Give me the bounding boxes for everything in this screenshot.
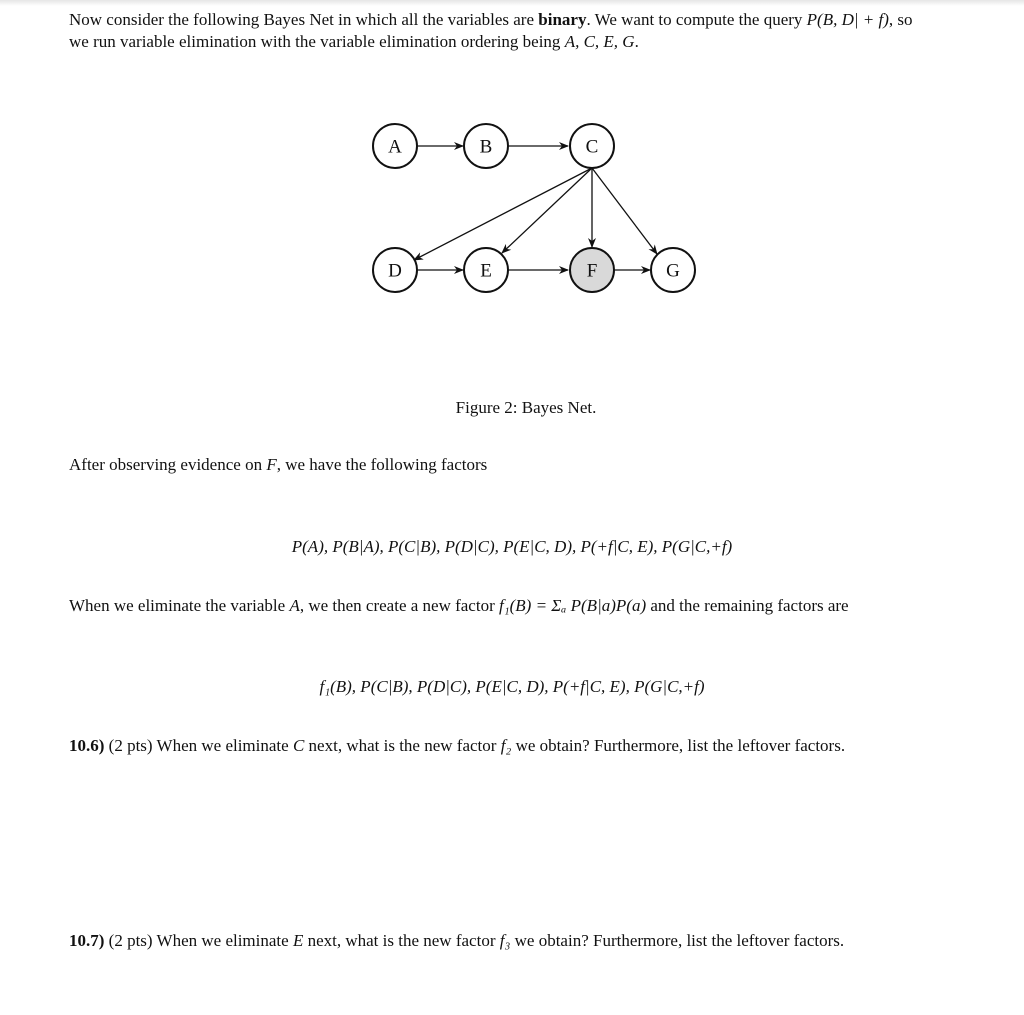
node-b-label: B (479, 136, 493, 158)
evidence-text: After observing evidence on (69, 455, 267, 474)
question-variable: E (292, 931, 304, 950)
question-label: 10.7) (69, 931, 105, 950)
eliminated-variable: A (289, 596, 300, 615)
intro-bold-word: binary (538, 10, 587, 29)
figure-caption: Figure 2: Bayes Net. (455, 398, 597, 417)
intro-text-3: , so (888, 10, 913, 29)
edge-c-g (592, 168, 657, 254)
question-factor: f₃ (499, 931, 511, 950)
question-variable: C (292, 736, 305, 755)
question-label: 10.6) (69, 736, 105, 755)
eliminate-text: When we eliminate the variable (69, 596, 290, 615)
node-f-label: F (586, 260, 598, 282)
query-expression: P(B, D| + f) (806, 10, 889, 29)
intro-text: Now consider the following Bayes Net in which all the variables are (69, 10, 539, 29)
eliminate-text-3: and the remaining factors are (646, 596, 849, 615)
node-d-label: D (388, 260, 402, 282)
node-a-label: A (388, 136, 402, 158)
node-c-label: C (585, 136, 599, 158)
new-factor-formula: f₁(B) = Σₐ P(B|a)P(a) (499, 596, 647, 615)
question-text-mid: next, what is the new factor (303, 931, 500, 950)
elimination-ordering: A, C, E, G (564, 32, 635, 51)
question-text: (2 pts) When we eliminate (104, 931, 293, 950)
question-text-mid: next, what is the new factor (304, 736, 501, 755)
node-e-label: E (480, 260, 492, 282)
initial-factors-equation: P(A), P(B|A), P(C|B), P(D|C), P(E|C, D), P(+f|C, E), P(G|C,+f) (291, 537, 733, 556)
evidence-paragraph (69, 454, 989, 476)
evidence-text-2: , we have the following factors (276, 455, 488, 474)
remaining-factors-equation: f₁(B), P(C|B), P(D|C), P(E|C, D), P(+f|C, E), P(G|C,+f) (319, 677, 705, 696)
evidence-variable: F (266, 455, 277, 474)
question-factor: f₂ (500, 736, 512, 755)
intro-line2-end: . (634, 32, 639, 51)
question-10-7 (69, 930, 989, 952)
edge-c-d (414, 168, 592, 260)
node-g-label: G (666, 260, 680, 282)
question-text-end: we obtain? Furthermore, list the leftover factors. (510, 931, 845, 950)
question-10-6 (69, 735, 989, 757)
eliminate-text-2: , we then create a new factor (299, 596, 499, 615)
edge-c-e (502, 168, 592, 253)
intro-text-2: . We want to compute the query (586, 10, 807, 29)
question-text: (2 pts) When we eliminate (104, 736, 293, 755)
eliminate-a-paragraph (69, 595, 989, 617)
intro-line2: we run variable elimination with the variable elimination ordering being (69, 32, 565, 51)
question-text-end: we obtain? Furthermore, list the leftover factors. (511, 736, 846, 755)
